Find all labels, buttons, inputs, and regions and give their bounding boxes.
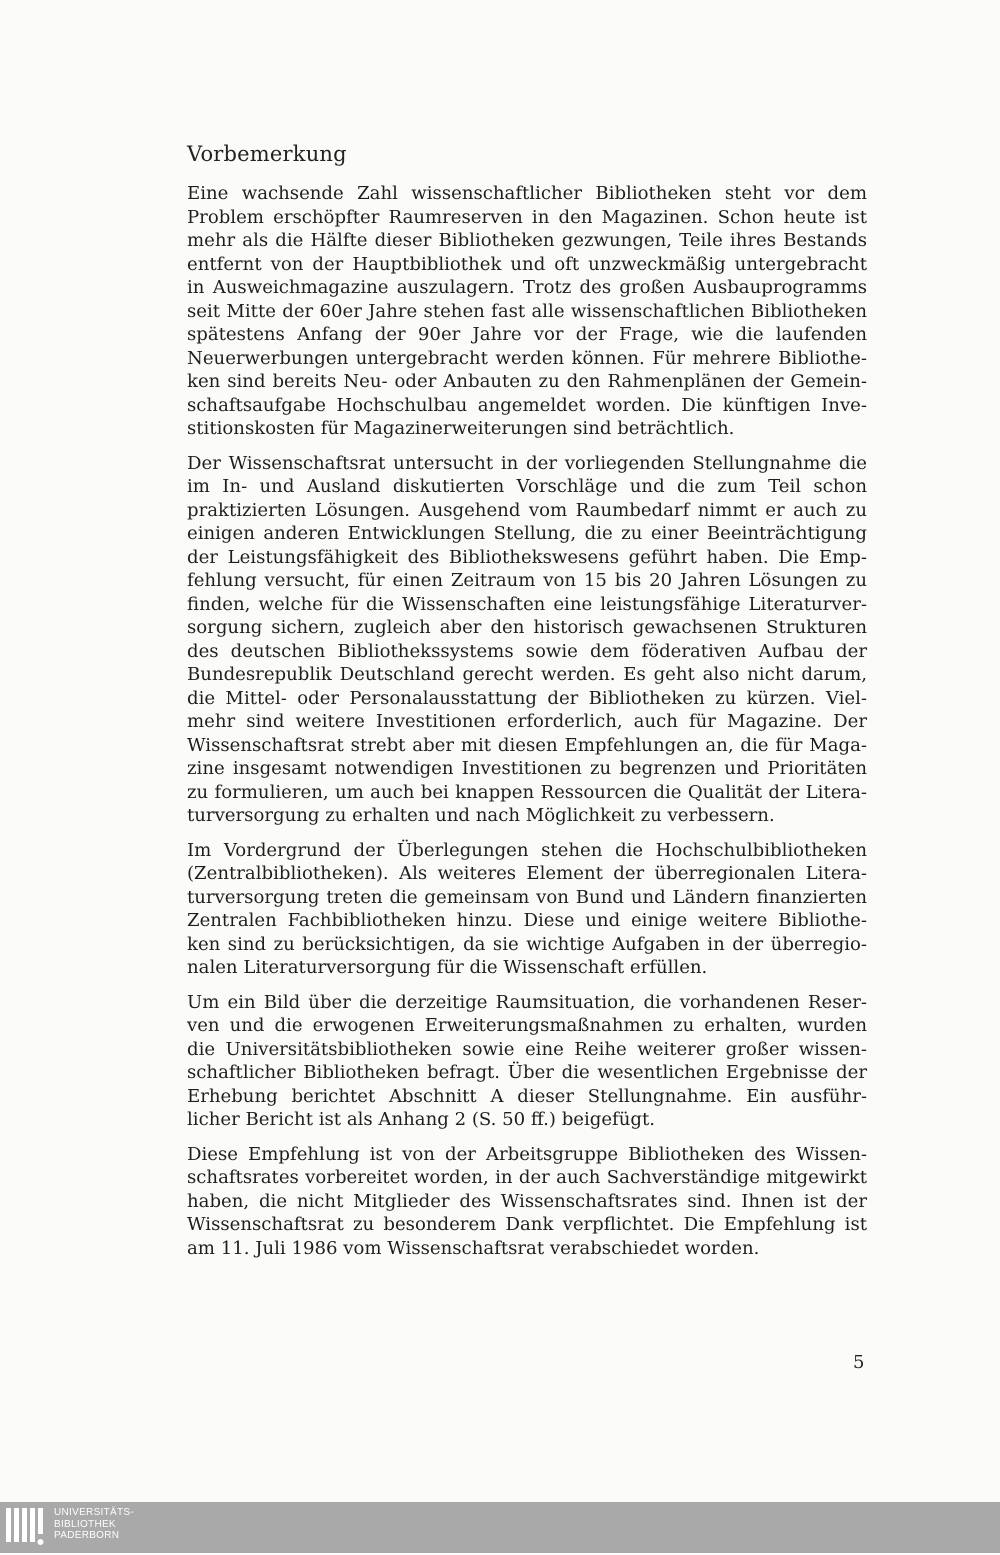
text-line: ken sind zu berücksichtigen, da sie wichtige Aufgaben in der überregio- (187, 933, 867, 955)
text-line: entfernt von der Hauptbibliothek und oft unzweckmäßig untergebracht (187, 253, 867, 275)
text-line: Erhebung berichtet Abschnitt A dieser Stellungnahme. Ein ausführ- (187, 1085, 867, 1107)
text-line: Wissenschaftsrat zu besonderem Dank verpflichtet. Die Empfehlung ist (187, 1214, 867, 1235)
library-logo-icon (4, 1505, 48, 1551)
text-line: Problem erschöpfter Raumreserven in den Magazinen. Schon heute ist (187, 206, 867, 228)
text-line: finden, welche für die Wissenschaften eine leistungsfähige Literaturver- (187, 593, 867, 615)
text-line: seit Mitte der 60er Jahre stehen fast alle wissenschaftlichen Bibliotheken (187, 300, 867, 322)
body-text (187, 182, 867, 1271)
text-line: stitionskosten für Magazinerweiterungen sind beträchtlich. (187, 418, 735, 439)
library-logo-text (54, 1507, 134, 1542)
logo-line: BIBLIOTHEK (54, 1518, 116, 1530)
text-line: sorgung sichern, zugleich aber den historisch gewachsenen Strukturen (187, 617, 867, 638)
page-title: Vorbemerkung (187, 142, 347, 166)
text-line: haben, die nicht Mitglieder des Wissenschaftsrates sind. Ihnen ist der (187, 1190, 867, 1212)
text-line: am 11. Juli 1986 vom Wissenschaftsrat verabschiedet worden. (187, 1237, 760, 1259)
footer-bar (0, 1502, 1000, 1553)
text-line: mehr als die Hälfte dieser Bibliotheken gezwungen, Teile ihres Bestands (187, 230, 867, 251)
text-line: Um ein Bild über die derzeitige Raumsituation, die vorhandenen Reser- (187, 991, 867, 1013)
text-line: nalen Literaturversorgung für die Wissenschaft erfüllen. (187, 957, 708, 978)
text-line: Neuerwerbungen untergebracht werden können. Für mehrere Bibliothe- (187, 347, 867, 369)
text-line: spätestens Anfang der 90er Jahre vor der Frage, wie die laufenden (187, 324, 867, 345)
text-line: schaftsaufgabe Hochschulbau angemeldet worden. Die künftigen Inve- (187, 394, 867, 416)
text-line: fehlung versucht, für einen Zeitraum von 15 bis 20 Jahren Lösungen zu (187, 570, 867, 591)
text-line: zine insgesamt notwendigen Investitionen zu begrenzen und Prioritäten (187, 758, 867, 779)
logo-line: PADERBORN (54, 1530, 120, 1541)
text-line: die Mittel- oder Personalausstattung der Bibliotheken zu kürzen. Viel- (187, 687, 867, 709)
text-line: des deutschen Bibliothekssystems sowie dem föderativen Aufbau der (187, 640, 867, 662)
text-line: schaftlicher Bibliotheken befragt. Über die wesentlichen Ergebnisse der (187, 1062, 867, 1083)
text-line: praktizierten Lösungen. Ausgehend vom Raumbedarf nimmt er auch zu (187, 499, 867, 521)
text-line: Eine wachsende Zahl wissenschaftlicher Bibliotheken steht vor dem (187, 183, 867, 204)
paragraph-4 (187, 991, 867, 1132)
page-number: 5 (853, 1352, 865, 1373)
text-line: Der Wissenschaftsrat untersucht in der vorliegenden Stellungnahme die (187, 452, 867, 474)
text-line: ven und die erwogenen Erweiterungsmaßnahmen zu erhalten, wurden (187, 1015, 867, 1036)
text-line: Im Vordergrund der Überlegungen stehen die Hochschulbibliotheken (187, 839, 867, 861)
text-line: der Leistungsfähigkeit des Bibliothekswesens geführt haben. Die Emp- (187, 546, 867, 568)
text-line: ken sind bereits Neu- oder Anbauten zu den Rahmenplänen der Gemein- (187, 371, 867, 392)
paragraph-2 (187, 452, 867, 828)
text-line: licher Bericht ist als Anhang 2 (S. 50 ff.) beigefügt. (187, 1109, 656, 1130)
text-line: Zentralen Fachbibliotheken hinzu. Diese und einige weitere Bibliothe- (187, 910, 867, 931)
text-line: Wissenschaftsrat strebt aber mit diesen Empfehlungen an, die für Maga- (187, 734, 867, 756)
paragraph-1 (187, 182, 867, 441)
text-line: schaftsrates vorbereitet worden, in der auch Sachverständige mitgewirkt (187, 1167, 867, 1188)
text-line: die Universitätsbibliotheken sowie eine Reihe weiterer großer wissen- (187, 1038, 867, 1060)
logo-line: UNIVERSITÄTS- (54, 1507, 135, 1518)
text-line: einigen anderen Entwicklungen Stellung, die zu einer Beeinträchtigung (187, 523, 867, 544)
text-line: Bundesrepublik Deutschland gerecht werden. Es geht also nicht darum, (187, 664, 867, 685)
text-line: in Ausweichmagazine auszulagern. Trotz des großen Ausbauprogramms (187, 277, 867, 298)
text-line: zu formulieren, um auch bei knappen Ressourcen die Qualität der Litera- (187, 781, 867, 803)
paragraph-5 (187, 1143, 867, 1261)
text-line: turversorgung treten die gemeinsam von Bund und Ländern finanzierten (187, 886, 867, 908)
text-line: turversorgung zu erhalten und nach Möglichkeit zu verbessern. (187, 805, 775, 826)
text-line: (Zentralbibliotheken). Als weiteres Element der überregionalen Litera- (187, 863, 867, 884)
text-line: im In- und Ausland diskutierten Vorschläge und die zum Teil schon (187, 476, 867, 497)
paragraph-3 (187, 839, 867, 980)
text-line: Diese Empfehlung ist von der Arbeitsgruppe Bibliotheken des Wissen- (187, 1143, 867, 1165)
text-line: mehr sind weitere Investitionen erforderlich, auch für Magazine. Der (187, 711, 867, 732)
